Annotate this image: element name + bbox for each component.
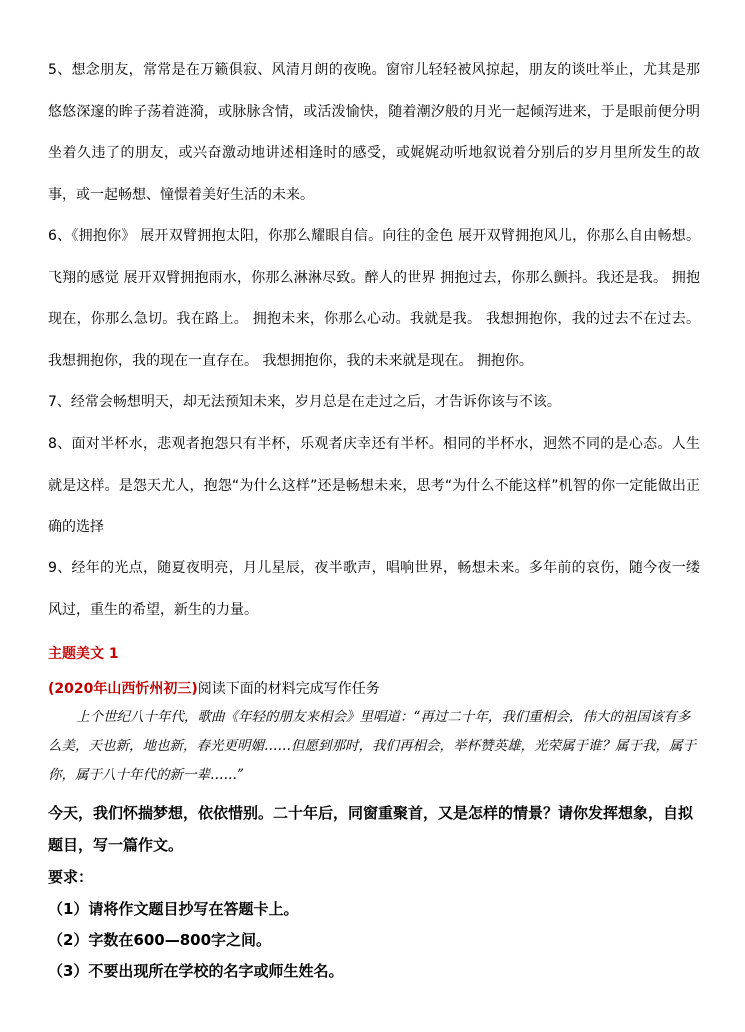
paragraph-7: 7、经常会畅想明天，却无法预知未来，岁月总是在走过之后，才告诉你该与不该。 bbox=[48, 394, 561, 410]
writing-task: 今天，我们怀揣梦想，依依惜别。二十年后，同窗重聚首，又是怎样的情景？请你发挥想象，自拟题目，写一篇作文。 bbox=[48, 804, 694, 854]
paragraph-9: 9、经年的光点，随夏夜明亮，月儿星辰，夜半歌声，唱响世界，畅想未来。多年前的哀伤，随今夜一缕风过，重生的希望，新生的力量。 bbox=[48, 560, 700, 618]
quote-block: 上个世纪八十年代，歌曲《年轻的朋友来相会》里唱道：“再过二十年，我们重相会，伟大的祖国该有多么美，天也新，地也新，春光更明媚……但愿到那时，我们再相会，举杯赞英雄，光荣属于谁？属于我，属于你，属于八十年代的新一辈……” bbox=[48, 709, 696, 783]
paragraph-8: 8、面对半杯水，悲观者抱怨只有半杯，乐观者庆幸还有半杯。相同的半杯水，迥然不同的是心态。人生就是这样。是怨天尤人，抱怨“为什么这样”还是畅想未来，思考“为什么不能这样”机智的你一定能做出正确的选择 bbox=[48, 436, 700, 535]
requirements-label: 要求： bbox=[48, 868, 94, 886]
section-heading: 主题美文 1 bbox=[48, 646, 119, 662]
source-line bbox=[48, 678, 380, 698]
source-text: 阅读下面的材料完成写作任务 bbox=[197, 681, 380, 697]
paragraph-6: 6、《拥抱你》 展开双臂拥抱太阳，你那么耀眼自信。向往的金色 展开双臂拥抱风儿，你那么自由畅想。飞翔的感觉 展开双臂拥抱雨水，你那么淋淋尽致。醉人的世界 拥抱过去，你那么颤抖。我还是我。 拥抱现在，你那么急切。我在路上。 拥抱未来，你那么心动。我就是我。 我想拥抱你，我的过去不在过去。我想拥抱你，我的现在一直存在。 我想拥抱你，我的未来就是现在。 拥抱你。 bbox=[48, 228, 700, 369]
requirement-item: （3）不要出现所在学校的名字或师生姓名。 bbox=[48, 962, 344, 980]
requirement-item: （1）请将作文题目抄写在答题卡上。 bbox=[48, 900, 299, 918]
paragraph-5: 5、想念朋友，常常是在万籁俱寂、风清月朗的夜晚。窗帘儿轻轻被风掠起，朋友的谈吐举止，尤其是那悠悠深邃的眸子荡着涟漪，或脉脉含情，或活泼愉快，随着潮汐般的月光一起倾泻进来，于是眼前便分明坐着久违了的朋友，或兴奋激动地讲述相逢时的感受，或娓娓动听地叙说着分别后的岁月里所发生的故事，或一起畅想、憧憬着美好生活的未来。 bbox=[48, 62, 700, 203]
requirement-item: （2）字数在600—800字之间。 bbox=[48, 931, 272, 949]
source-tag: (2020年山西忻州初三) bbox=[48, 681, 198, 697]
